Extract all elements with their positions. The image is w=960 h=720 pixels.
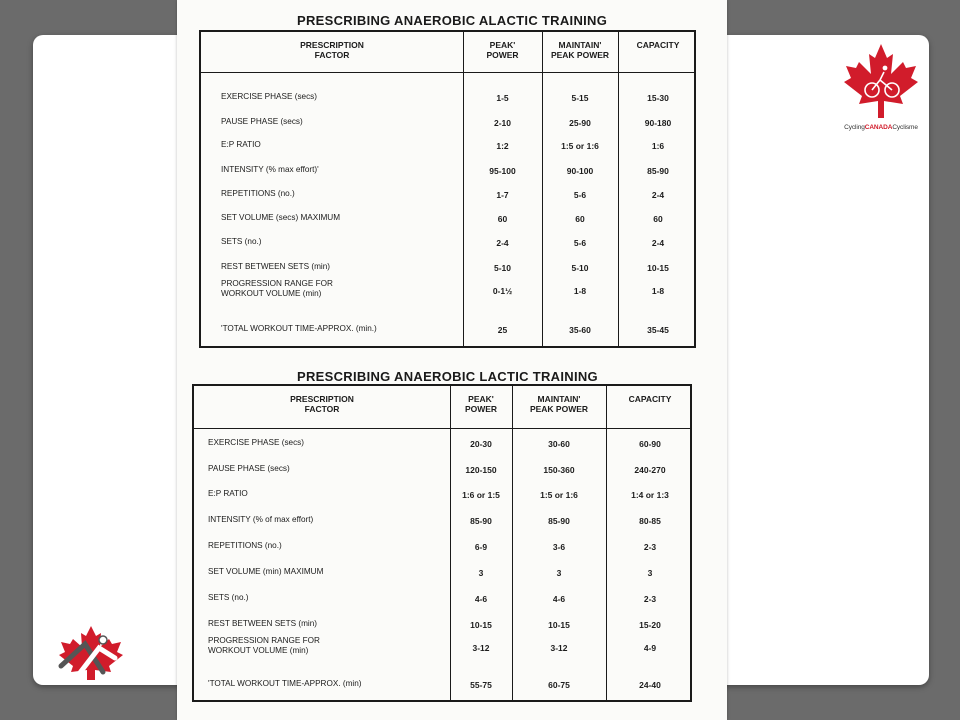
row-label: REPETITIONS (no.) (208, 541, 282, 550)
table-cell: 3 (647, 568, 653, 578)
table-cell: 10-15 (470, 620, 492, 630)
table-cell: 60-90 (639, 439, 661, 449)
table-cell: 5-10 (571, 263, 589, 273)
table-cell: 5-15 (571, 93, 589, 103)
table-cell: 1-8 (573, 286, 587, 296)
table-cell: 150-360 (543, 465, 575, 475)
table-cell: 4-6 (474, 594, 488, 604)
scanned-document (177, 0, 727, 720)
table-cell: 3-12 (472, 643, 490, 653)
row-label: SET VOLUME (min) MAXIMUM (208, 567, 324, 576)
cycling-canada-logo (840, 40, 922, 138)
table-cell: 10-15 (548, 620, 570, 630)
table-cell: 5-6 (573, 238, 587, 248)
table-cell: 1:2 (496, 141, 509, 151)
table-cell: 1-5 (496, 93, 509, 103)
table-cell: 15-30 (647, 93, 669, 103)
column-divider (463, 32, 464, 346)
row-label: SETS (no.) (208, 593, 249, 602)
table-cell: 60-75 (548, 680, 570, 690)
table-cell: 2-4 (651, 190, 665, 200)
column-divider (618, 32, 619, 346)
table-cell: 95-100 (489, 166, 516, 176)
table2-title: PRESCRIBING ANAEROBIC LACTIC TRAINING (297, 369, 598, 384)
table-cell: 2-3 (643, 542, 657, 552)
table-cell: 20-30 (470, 439, 492, 449)
table-cell: 6-9 (474, 542, 488, 552)
table-cell: 25-90 (569, 118, 591, 128)
row-label: E:P RATIO (221, 140, 261, 149)
table-cell: 0-1½ (492, 286, 513, 296)
cycling-canada-wordmark: CyclingCANADACyclisme (844, 124, 918, 131)
column-header: PEAK' POWER (486, 40, 519, 60)
column-divider (542, 32, 543, 346)
row-label: PAUSE PHASE (secs) (221, 117, 303, 126)
table-cell: 25 (497, 325, 508, 335)
row-label: E:P RATIO (208, 489, 248, 498)
column-header: MAINTAIN' PEAK POWER (550, 40, 610, 60)
row-label: REST BETWEEN SETS (min) (221, 262, 331, 271)
table-cell: 1-7 (496, 190, 509, 200)
table-cell: 3 (478, 568, 484, 578)
table-cell: 1:6 or 1:5 (462, 490, 500, 500)
row-label: REPETITIONS (no.) (221, 189, 295, 198)
table-cell: 35-60 (569, 325, 591, 335)
header-divider (201, 72, 694, 73)
table-cell: 60 (575, 214, 585, 224)
column-header: PEAK' POWER (464, 394, 498, 414)
table1-title: PRESCRIBING ANAEROBIC ALACTIC TRAINING (297, 13, 608, 28)
row-label: SET VOLUME (secs) MAXIMUM (221, 213, 341, 222)
table-cell: 24-40 (639, 680, 661, 690)
table-cell: 90-100 (566, 166, 594, 176)
column-header: CAPACITY (628, 394, 672, 404)
table-cell: 80-85 (639, 516, 661, 526)
column-header: PRESCRIPTION FACTOR (290, 394, 354, 414)
table-cell: 5-10 (493, 263, 511, 273)
column-header: MAINTAIN' PEAK POWER (529, 394, 589, 414)
athlete-maple-icon (55, 622, 127, 682)
table-cell: 1:6 (651, 141, 665, 151)
table-cell: 4-9 (643, 643, 657, 653)
table-cell: 240-270 (634, 465, 666, 475)
alactic-training-table (199, 30, 696, 348)
table-cell: 3-6 (552, 542, 566, 552)
column-header: CAPACITY (636, 40, 680, 50)
ltad-logo (55, 622, 127, 682)
table-cell: 5-6 (573, 190, 587, 200)
row-label: INTENSITY (% of max effort) (208, 515, 314, 524)
table-cell: 30-60 (548, 439, 570, 449)
table-cell: 3-12 (550, 643, 568, 653)
row-label: SETS (no.) (221, 237, 262, 246)
table-cell: 1:5 or 1:6 (540, 490, 578, 500)
table-cell: 15-20 (639, 620, 661, 630)
table-cell: 10-15 (647, 263, 669, 273)
table-cell: 3 (556, 568, 562, 578)
row-label: EXERCISE PHASE (secs) (208, 438, 304, 447)
table-cell: 1:5 or 1:6 (561, 141, 599, 151)
table-cell: 35-45 (647, 325, 669, 335)
table-cell: 85-90 (548, 516, 570, 526)
row-label: INTENSITY (% max effort)' (221, 165, 319, 174)
table-cell: 2-10 (493, 118, 511, 128)
lactic-training-table (192, 384, 692, 702)
table-cell: 2-4 (496, 238, 509, 248)
row-label: PROGRESSION RANGE FOR WORKOUT VOLUME (min) (208, 636, 320, 655)
table-cell: 55-75 (470, 680, 492, 690)
table-cell: 85-90 (647, 166, 669, 176)
row-label: REST BETWEEN SETS (min) (208, 619, 318, 628)
table-cell: 85-90 (470, 516, 492, 526)
row-label: PAUSE PHASE (secs) (208, 464, 290, 473)
row-label: 'TOTAL WORKOUT TIME-APPROX. (min.) (221, 324, 377, 333)
column-header: PRESCRIPTION FACTOR (300, 40, 364, 60)
maple-leaf-icon (840, 40, 922, 122)
table-cell: 1:4 or 1:3 (631, 490, 669, 500)
table-cell: 2-3 (643, 594, 657, 604)
header-divider (194, 428, 690, 429)
table-cell: 60 (497, 214, 508, 224)
row-label: PROGRESSION RANGE FOR WORKOUT VOLUME (min) (221, 279, 333, 298)
table-cell: 60 (653, 214, 663, 224)
row-label: 'TOTAL WORKOUT TIME-APPROX. (min) (208, 679, 362, 688)
table-cell: 4-6 (552, 594, 566, 604)
table-cell: 90-180 (644, 118, 672, 128)
table-cell: 2-4 (651, 238, 665, 248)
table-cell: 120-150 (465, 465, 497, 475)
table-cell: 1-8 (651, 286, 665, 296)
row-label: EXERCISE PHASE (secs) (221, 92, 317, 101)
